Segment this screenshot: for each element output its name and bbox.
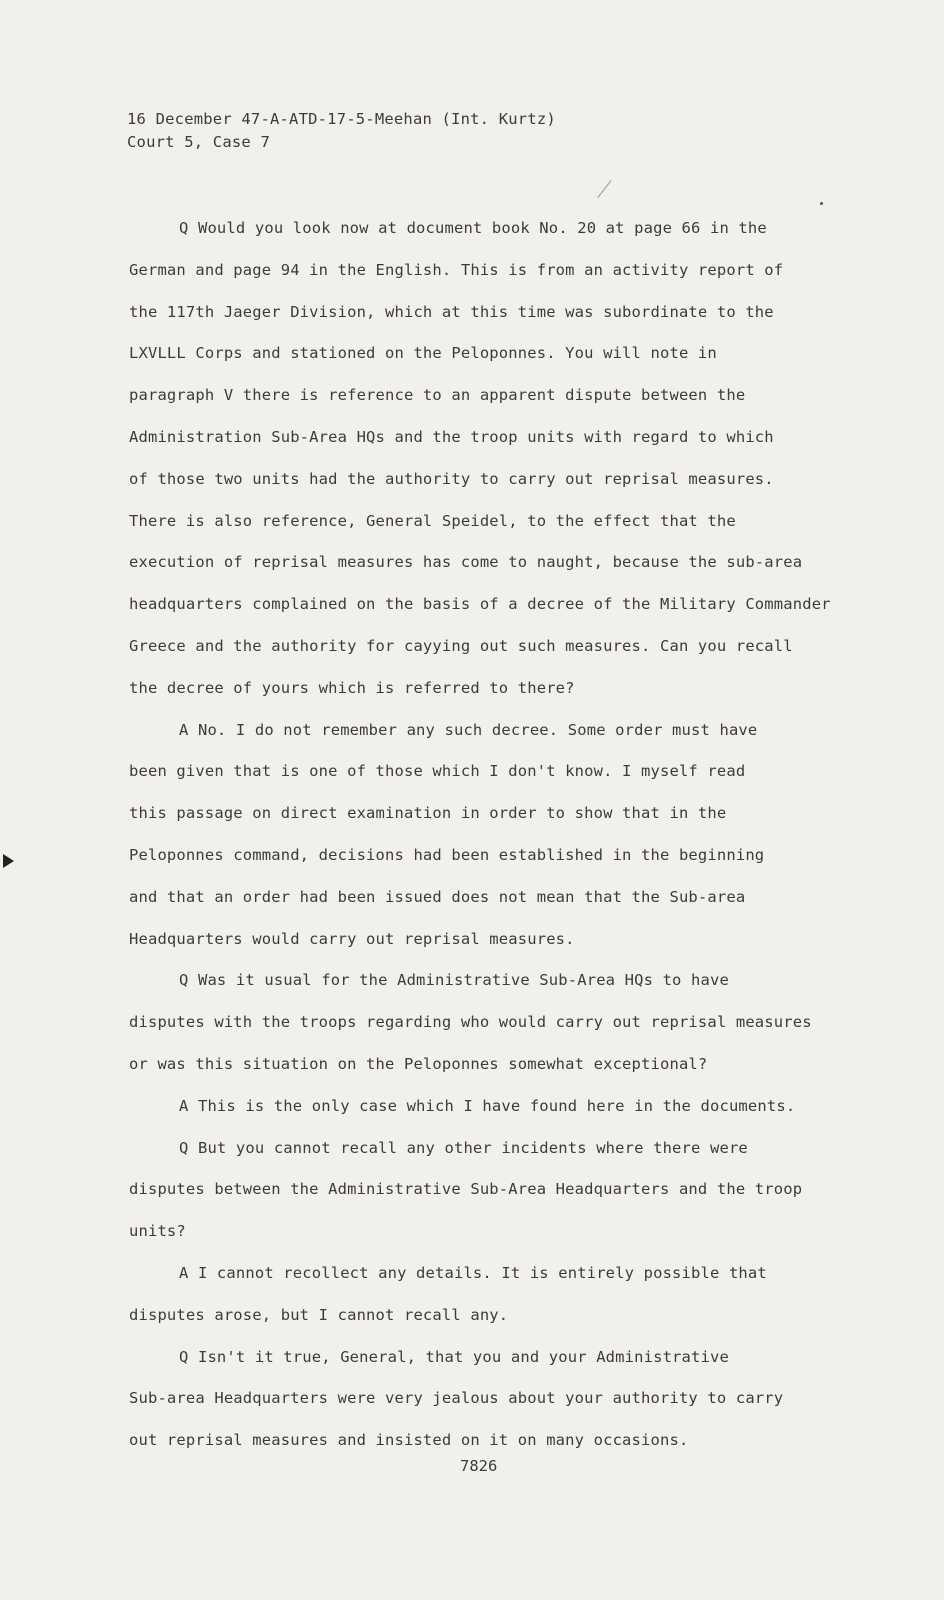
transcript-line: the decree of yours which is referred to there? bbox=[129, 678, 575, 697]
transcript-line: of those two units had the authority to carry out reprisal measures. bbox=[129, 469, 774, 488]
page-number: 7826 bbox=[460, 1457, 498, 1475]
transcript-line: Headquarters would carry out reprisal measures. bbox=[129, 929, 575, 948]
transcript-line: Q But you cannot recall any other incidents where there were bbox=[179, 1138, 748, 1157]
transcript-line: been given that is one of those which I don't know. I myself read bbox=[129, 762, 746, 781]
transcript-line: Q Was it usual for the Administrative Sub-Area HQs to have bbox=[179, 971, 729, 990]
transcript-line: execution of reprisal measures has come to naught, because the sub-area bbox=[129, 553, 803, 572]
transcript-line: this passage on direct examination in order to show that in the bbox=[129, 804, 727, 823]
document-header bbox=[127, 108, 556, 154]
transcript-line: disputes with the troops regarding who would carry out reprisal measures bbox=[129, 1013, 812, 1032]
transcript-line: paragraph V there is reference to an apparent dispute between the bbox=[129, 386, 746, 405]
transcript-line: Q Would you look now at document book No. 20 at page 66 in the bbox=[179, 219, 767, 237]
transcript-line: Administration Sub-Area HQs and the troop units with regard to which bbox=[129, 427, 774, 446]
header-line-date-reference: 16 December 47-A-ATD-17-5-Meehan (Int. Kurtz) bbox=[127, 110, 556, 128]
header-line-court-case: Court 5, Case 7 bbox=[127, 133, 270, 151]
margin-arrow-mark bbox=[3, 854, 14, 868]
transcript-line: units? bbox=[129, 1222, 186, 1241]
transcript-line: headquarters complained on the basis of a decree of the Military Commander bbox=[129, 595, 831, 614]
transcript-line: Q Isn't it true, General, that you and your Administrative bbox=[179, 1347, 729, 1366]
transcript-line: and that an order had been issued does not mean that the Sub-area bbox=[129, 887, 746, 906]
transcript-line: Greece and the authority for cayying out such measures. Can you recall bbox=[129, 636, 793, 655]
transcript-line: German and page 94 in the English. This is from an activity report of bbox=[129, 260, 784, 279]
transcript-line: disputes arose, but I cannot recall any. bbox=[129, 1305, 509, 1324]
transcript-line: disputes between the Administrative Sub-Area Headquarters and the troop bbox=[129, 1180, 803, 1199]
transcript-line: There is also reference, General Speidel, to the effect that the bbox=[129, 511, 736, 530]
pencil-slash-mark bbox=[597, 180, 611, 198]
transcript-line: A I cannot recollect any details. It is entirely possible that bbox=[179, 1263, 767, 1282]
ink-dot-mark bbox=[820, 202, 823, 205]
transcript-line: Peloponnes command, decisions had been established in the beginning bbox=[129, 845, 765, 864]
transcript-line: A No. I do not remember any such decree. Some order must have bbox=[179, 720, 758, 739]
transcript-line: LXVLLL Corps and stationed on the Peloponnes. You will note in bbox=[129, 344, 717, 363]
transcript-line: Sub-area Headquarters were very jealous about your authority to carry bbox=[129, 1389, 784, 1408]
transcript-line: A This is the only case which I have found here in the documents. bbox=[179, 1096, 796, 1115]
transcript-line: the 117th Jaeger Division, which at this time was subordinate to the bbox=[129, 302, 774, 321]
transcript-body bbox=[129, 208, 909, 1462]
transcript-line: out reprisal measures and insisted on it on many occasions. bbox=[129, 1431, 689, 1450]
transcript-line: or was this situation on the Peloponnes somewhat exceptional? bbox=[129, 1054, 708, 1073]
